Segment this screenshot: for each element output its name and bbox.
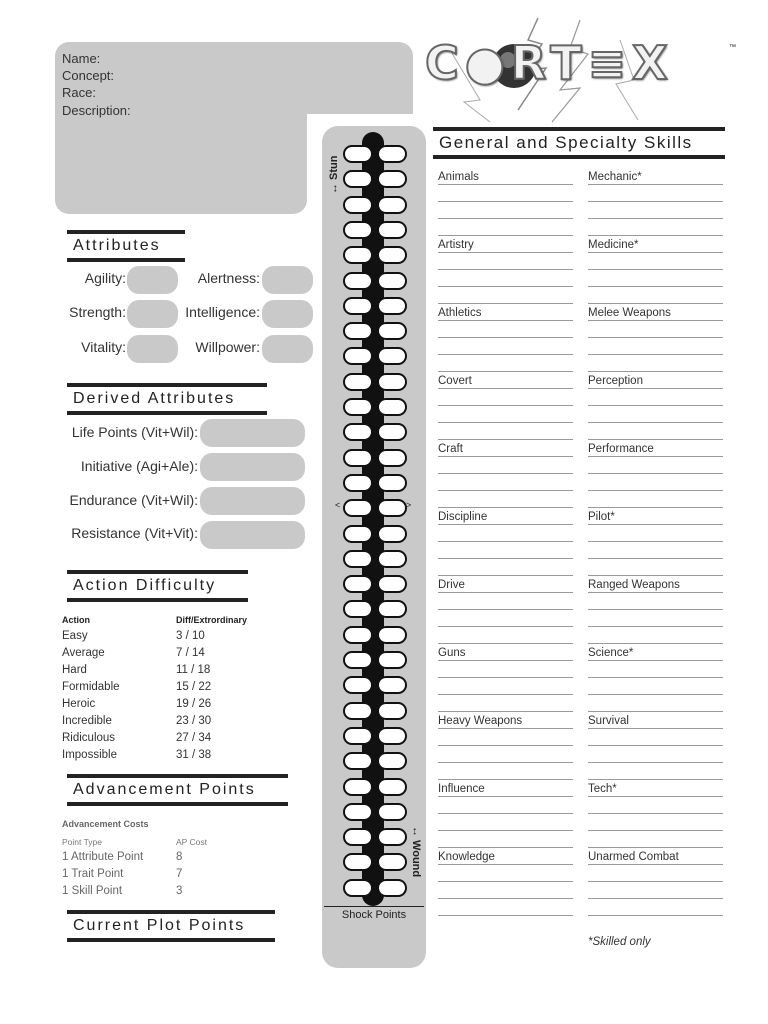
skill-write-line[interactable] xyxy=(588,269,723,270)
skill-write-line[interactable] xyxy=(588,490,723,491)
skill-write-line[interactable] xyxy=(588,677,723,678)
skill-write-line[interactable] xyxy=(438,456,573,457)
skill-write-line[interactable] xyxy=(438,218,573,219)
action-difficulty-value: 15 / 22 xyxy=(176,681,212,693)
logo-trademark: ™ xyxy=(729,44,736,51)
skill-write-line[interactable] xyxy=(438,694,573,695)
skill-name: Medicine* xyxy=(588,239,639,251)
skill-write-line[interactable] xyxy=(438,286,573,287)
skill-write-line[interactable] xyxy=(438,490,573,491)
skill-write-line[interactable] xyxy=(438,405,573,406)
skill-write-line[interactable] xyxy=(438,915,573,916)
ap-cost: 3 xyxy=(176,885,183,897)
stun-box[interactable] xyxy=(343,221,373,239)
skill-write-line[interactable] xyxy=(438,201,573,202)
action-col-header: Action xyxy=(62,615,90,625)
vitality-field[interactable] xyxy=(127,335,178,363)
wound-box[interactable] xyxy=(377,550,407,568)
stun-box[interactable] xyxy=(343,423,373,441)
skill-write-line[interactable] xyxy=(438,354,573,355)
wound-box[interactable] xyxy=(377,449,407,467)
action-difficulty-value: 7 / 14 xyxy=(176,647,205,659)
agility-label: Agility: xyxy=(84,270,126,286)
skill-write-line[interactable] xyxy=(588,541,723,542)
wound-box[interactable] xyxy=(377,474,407,492)
stun-box[interactable] xyxy=(343,575,373,593)
wound-box[interactable] xyxy=(377,727,407,745)
wound-box[interactable] xyxy=(377,752,407,770)
wound-box[interactable] xyxy=(377,879,407,897)
point-type-col-header: Point Type xyxy=(62,837,103,847)
skill-write-line[interactable] xyxy=(438,320,573,321)
skill-name: Craft xyxy=(438,443,463,455)
skill-name: Ranged Weapons xyxy=(588,579,680,591)
alertness-label: Alertness: xyxy=(197,270,260,286)
action-difficulty-value: 27 / 34 xyxy=(176,732,212,744)
skill-name: Guns xyxy=(438,647,466,659)
action-name: Impossible xyxy=(62,749,117,761)
skill-write-line[interactable] xyxy=(438,796,573,797)
skill-name: Knowledge xyxy=(438,851,495,863)
wound-box[interactable] xyxy=(377,853,407,871)
race-label[interactable]: Race: xyxy=(62,85,96,100)
skill-write-line[interactable] xyxy=(438,643,573,644)
wound-box[interactable] xyxy=(377,196,407,214)
skill-name: Heavy Weapons xyxy=(438,715,523,727)
stun-box[interactable] xyxy=(343,373,373,391)
wound-box[interactable] xyxy=(377,423,407,441)
skill-name: Animals xyxy=(438,171,479,183)
stun-box[interactable] xyxy=(343,474,373,492)
wound-box[interactable] xyxy=(377,398,407,416)
point-type: 1 Attribute Point xyxy=(62,851,144,863)
action-difficulty-value: 31 / 38 xyxy=(176,749,212,761)
skill-write-line[interactable] xyxy=(588,558,723,559)
stun-box[interactable] xyxy=(343,449,373,467)
alertness-field[interactable] xyxy=(262,266,313,294)
skill-write-line[interactable] xyxy=(588,745,723,746)
skill-write-line[interactable] xyxy=(438,677,573,678)
skill-write-line[interactable] xyxy=(438,660,573,661)
skill-write-line[interactable] xyxy=(588,915,723,916)
stun-box[interactable] xyxy=(343,600,373,618)
skill-write-line[interactable] xyxy=(588,456,723,457)
skill-write-line[interactable] xyxy=(588,388,723,389)
shock-divider xyxy=(324,906,424,907)
wound-box[interactable] xyxy=(377,170,407,188)
skill-write-line[interactable] xyxy=(588,354,723,355)
skill-write-line[interactable] xyxy=(438,184,573,185)
wound-box[interactable] xyxy=(377,626,407,644)
skill-write-line[interactable] xyxy=(588,830,723,831)
action-difficulty-value: 11 / 18 xyxy=(176,664,211,676)
wound-box[interactable] xyxy=(377,702,407,720)
ap-cost: 8 xyxy=(176,851,183,863)
skill-write-line[interactable] xyxy=(588,660,723,661)
skill-name: Drive xyxy=(438,579,465,591)
resistance-field[interactable] xyxy=(200,521,305,549)
skill-name: Discipline xyxy=(438,511,488,523)
skill-write-line[interactable] xyxy=(588,643,723,644)
skill-write-line[interactable] xyxy=(588,813,723,814)
wound-box[interactable] xyxy=(377,575,407,593)
life-points-label: Life Points (Vit+Wil): xyxy=(71,424,198,440)
skill-write-line[interactable] xyxy=(438,762,573,763)
stun-box[interactable] xyxy=(343,170,373,188)
willpower-field[interactable] xyxy=(262,335,313,363)
wound-box[interactable] xyxy=(377,145,407,163)
skill-write-line[interactable] xyxy=(438,779,573,780)
skill-write-line[interactable] xyxy=(438,745,573,746)
skill-name: Mechanic* xyxy=(588,171,642,183)
wound-box[interactable] xyxy=(377,525,407,543)
skill-write-line[interactable] xyxy=(438,898,573,899)
skill-write-line[interactable] xyxy=(438,728,573,729)
skill-name: Performance xyxy=(588,443,654,455)
endurance-field[interactable] xyxy=(200,487,305,515)
wound-box[interactable] xyxy=(377,676,407,694)
skill-write-line[interactable] xyxy=(588,371,723,372)
action-name: Formidable xyxy=(62,681,120,693)
skill-name: Survival xyxy=(588,715,629,727)
stun-label: ↔ Stun xyxy=(328,155,340,194)
skill-write-line[interactable] xyxy=(588,507,723,508)
skill-write-line[interactable] xyxy=(438,558,573,559)
skill-write-line[interactable] xyxy=(438,575,573,576)
strength-field[interactable] xyxy=(127,300,178,328)
wound-label: ↔ Wound xyxy=(410,826,422,878)
life-points-field[interactable] xyxy=(200,419,305,447)
skill-name: Tech* xyxy=(588,783,617,795)
skill-write-line[interactable] xyxy=(438,830,573,831)
ap-cost-col-header: AP Cost xyxy=(176,837,208,847)
stun-box[interactable] xyxy=(343,272,373,290)
skill-write-line[interactable] xyxy=(588,796,723,797)
current-plot-points-title: Current Plot Points xyxy=(67,910,275,942)
skill-write-line[interactable] xyxy=(588,694,723,695)
skill-write-line[interactable] xyxy=(438,847,573,848)
skill-name: Influence xyxy=(438,783,485,795)
derived-attributes-title: Derived Attributes xyxy=(67,383,267,415)
skill-write-line[interactable] xyxy=(438,473,573,474)
skill-write-line[interactable] xyxy=(588,711,723,712)
wound-box[interactable] xyxy=(377,297,407,315)
stun-box[interactable] xyxy=(343,879,373,897)
skill-write-line[interactable] xyxy=(588,592,723,593)
skills-title: General and Specialty Skills xyxy=(433,127,725,159)
stun-box[interactable] xyxy=(343,347,373,365)
skill-write-line[interactable] xyxy=(588,779,723,780)
skill-write-line[interactable] xyxy=(588,473,723,474)
endurance-label: Endurance (Vit+Wil): xyxy=(69,492,198,508)
skill-name: Athletics xyxy=(438,307,482,319)
stun-box[interactable] xyxy=(343,651,373,669)
midpoint-left-marker: < xyxy=(335,500,341,510)
stun-box[interactable] xyxy=(343,196,373,214)
skill-write-line[interactable] xyxy=(438,881,573,882)
skill-write-line[interactable] xyxy=(438,388,573,389)
stun-box[interactable] xyxy=(343,499,373,517)
skill-write-line[interactable] xyxy=(438,711,573,712)
strength-label: Strength: xyxy=(69,304,126,320)
wound-box[interactable] xyxy=(377,778,407,796)
action-name: Average xyxy=(62,647,105,659)
skill-write-line[interactable] xyxy=(588,337,723,338)
stun-box[interactable] xyxy=(343,727,373,745)
skill-write-line[interactable] xyxy=(588,762,723,763)
skill-write-line[interactable] xyxy=(588,728,723,729)
skill-name: Pilot* xyxy=(588,511,615,523)
stun-box[interactable] xyxy=(343,676,373,694)
midpoint-right-marker: > xyxy=(406,500,412,510)
ap-cost: 7 xyxy=(176,868,183,880)
skill-write-line[interactable] xyxy=(438,541,573,542)
skill-write-line[interactable] xyxy=(588,405,723,406)
action-difficulty-value: 3 / 10 xyxy=(176,630,205,642)
skill-write-line[interactable] xyxy=(438,524,573,525)
stun-box[interactable] xyxy=(343,828,373,846)
action-name: Hard xyxy=(62,664,87,676)
stun-box[interactable] xyxy=(343,145,373,163)
stun-box[interactable] xyxy=(343,853,373,871)
skill-write-line[interactable] xyxy=(588,575,723,576)
wound-box[interactable] xyxy=(377,499,407,517)
skill-write-line[interactable] xyxy=(588,524,723,525)
stun-box[interactable] xyxy=(343,702,373,720)
action-name: Incredible xyxy=(62,715,112,727)
stun-box[interactable] xyxy=(343,803,373,821)
skill-write-line[interactable] xyxy=(438,609,573,610)
skill-write-line[interactable] xyxy=(438,235,573,236)
skill-write-line[interactable] xyxy=(438,337,573,338)
skill-write-line[interactable] xyxy=(588,252,723,253)
resistance-label: Resistance (Vit+Vit): xyxy=(71,525,198,541)
skill-write-line[interactable] xyxy=(588,320,723,321)
skill-write-line[interactable] xyxy=(588,303,723,304)
skill-write-line[interactable] xyxy=(588,439,723,440)
stun-box[interactable] xyxy=(343,626,373,644)
intelligence-field[interactable] xyxy=(262,300,313,328)
skill-name: Science* xyxy=(588,647,634,659)
skill-write-line[interactable] xyxy=(438,507,573,508)
action-name: Ridiculous xyxy=(62,732,116,744)
skill-name: Melee Weapons xyxy=(588,307,671,319)
wound-box[interactable] xyxy=(377,600,407,618)
wound-box[interactable] xyxy=(377,828,407,846)
point-type: 1 Trait Point xyxy=(62,868,124,880)
skill-name: Covert xyxy=(438,375,472,387)
wound-box[interactable] xyxy=(377,272,407,290)
wound-box[interactable] xyxy=(377,347,407,365)
attributes-title: Attributes xyxy=(67,230,185,262)
stun-box[interactable] xyxy=(343,525,373,543)
skill-write-line[interactable] xyxy=(438,592,573,593)
name-label[interactable]: Name: xyxy=(62,51,101,66)
action-difficulty-title: Action Difficulty xyxy=(67,570,248,602)
skill-write-line[interactable] xyxy=(438,439,573,440)
logo-wordmark: C●RT≡X xyxy=(425,36,674,90)
description-label[interactable]: Description: xyxy=(62,103,131,118)
stun-box[interactable] xyxy=(343,246,373,264)
skill-write-line[interactable] xyxy=(588,422,723,423)
point-type: 1 Skill Point xyxy=(62,885,123,897)
skill-write-line[interactable] xyxy=(438,303,573,304)
skill-name: Perception xyxy=(588,375,643,387)
intelligence-label: Intelligence: xyxy=(185,304,260,320)
stun-box[interactable] xyxy=(343,398,373,416)
skill-write-line[interactable] xyxy=(588,881,723,882)
skill-write-line[interactable] xyxy=(438,626,573,627)
skill-write-line[interactable] xyxy=(588,286,723,287)
skill-write-line[interactable] xyxy=(588,626,723,627)
initiative-field[interactable] xyxy=(200,453,305,481)
advancement-points-title: Advancement Points xyxy=(67,774,288,806)
action-name: Heroic xyxy=(62,698,96,710)
stun-box[interactable] xyxy=(343,322,373,340)
skill-write-line[interactable] xyxy=(588,235,723,236)
stun-box[interactable] xyxy=(343,297,373,315)
shock-points-label: Shock Points xyxy=(341,909,407,921)
skill-write-line[interactable] xyxy=(438,371,573,372)
action-difficulty-value: 23 / 30 xyxy=(176,715,212,727)
skill-write-line[interactable] xyxy=(588,201,723,202)
skill-write-line[interactable] xyxy=(588,184,723,185)
skilled-only-footnote: *Skilled only xyxy=(588,936,651,948)
initiative-label: Initiative (Agi+Ale): xyxy=(80,458,198,474)
wound-box[interactable] xyxy=(377,803,407,821)
action-name: Easy xyxy=(62,630,88,642)
agility-field[interactable] xyxy=(127,266,178,294)
stun-box[interactable] xyxy=(343,550,373,568)
wound-box[interactable] xyxy=(377,373,407,391)
skill-write-line[interactable] xyxy=(588,609,723,610)
advancement-costs-title: Advancement Costs xyxy=(62,819,149,829)
skill-write-line[interactable] xyxy=(438,422,573,423)
skill-name: Artistry xyxy=(438,239,474,251)
concept-label[interactable]: Concept: xyxy=(62,68,115,83)
wound-box[interactable] xyxy=(377,322,407,340)
stun-box[interactable] xyxy=(343,752,373,770)
wound-box[interactable] xyxy=(377,221,407,239)
skill-write-line[interactable] xyxy=(588,847,723,848)
action-difficulty-value: 19 / 26 xyxy=(176,698,212,710)
skill-write-line[interactable] xyxy=(588,218,723,219)
wound-box[interactable] xyxy=(377,246,407,264)
skill-write-line[interactable] xyxy=(438,252,573,253)
vitality-label: Vitality: xyxy=(81,339,126,355)
willpower-label: Willpower: xyxy=(195,339,260,355)
skill-write-line[interactable] xyxy=(438,864,573,865)
diff-col-header: Diff/Extrordinary xyxy=(176,615,248,625)
wound-box[interactable] xyxy=(377,651,407,669)
skill-write-line[interactable] xyxy=(438,813,573,814)
skill-name: Unarmed Combat xyxy=(588,851,679,863)
skill-write-line[interactable] xyxy=(438,269,573,270)
skill-write-line[interactable] xyxy=(588,864,723,865)
stun-box[interactable] xyxy=(343,778,373,796)
skill-write-line[interactable] xyxy=(588,898,723,899)
